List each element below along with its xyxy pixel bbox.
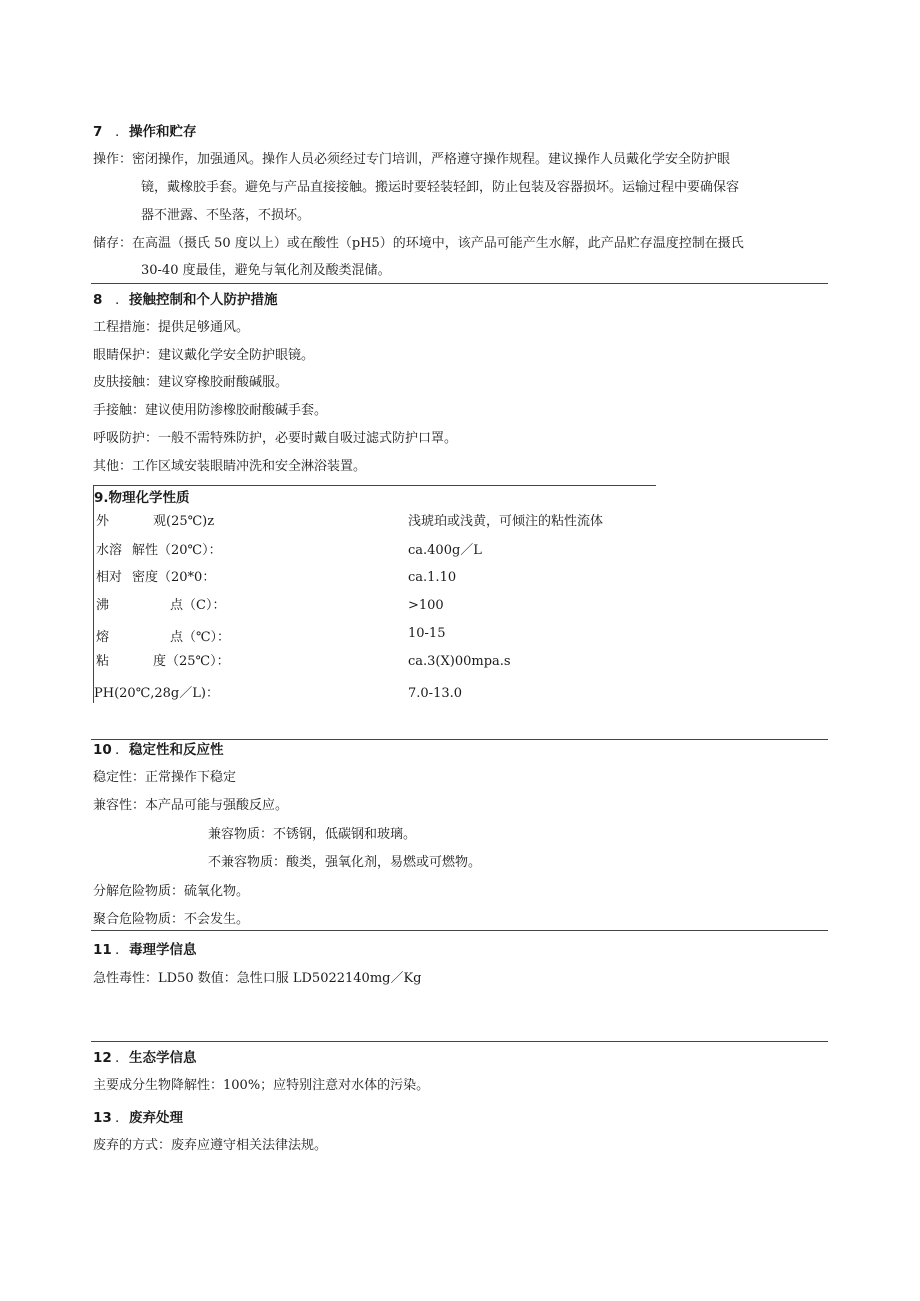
section-8-heading: 8 . 接触控制和个人防护措施 <box>93 292 278 308</box>
protection-item: 皮肤接触：建议穿橡胶耐酸碱服。 <box>93 375 289 390</box>
stability-text: 稳定性：正常操作下稳定 <box>93 770 237 785</box>
property-name-b: 度（25℃）： <box>153 654 230 669</box>
ecology-text: 主要成分生物降解性：100%；应特别注意对水体的污染。 <box>93 1078 430 1093</box>
property-name-a: 粘 <box>96 654 110 669</box>
section-10-heading: 10 . 稳定性和反应性 <box>93 742 224 758</box>
section-11-heading: 11 . 毒理学信息 <box>93 942 197 958</box>
section-7-heading: 7 . 操作和贮存 <box>93 124 197 140</box>
decomposition-hazard: 分解危险物质：硫氧化物。 <box>93 884 250 899</box>
property-name-a: 相对 <box>96 570 123 585</box>
compatibility-text: 兼容性：本产品可能与强酸反应。 <box>93 798 289 813</box>
section-divider <box>91 1041 828 1042</box>
section-9-title: 9.物理化学性质 <box>94 490 190 506</box>
property-name-b: 点（C）： <box>170 598 226 613</box>
property-value: ca.400g／L <box>408 543 482 558</box>
property-name-a: PH(20℃,28g／L)： <box>94 686 219 701</box>
section-divider <box>91 739 828 740</box>
property-value: 7.0-13.0 <box>408 686 463 701</box>
section-divider <box>91 283 828 284</box>
properties-table-top-rule <box>93 485 656 486</box>
property-value: >100 <box>408 598 444 613</box>
section-divider <box>91 930 828 931</box>
compatible-materials: 兼容物质：不锈钢，低碳钢和玻璃。 <box>208 827 417 842</box>
section-11-title: 毒理学信息 <box>129 942 197 958</box>
operation-line-1: 操作：密闭操作，加强通风。操作人员必须经过专门培训，严格遵守操作规程。建议操作人员戴化学安全防护眼 <box>93 152 731 167</box>
polymerization-hazard: 聚合危险物质：不会发生。 <box>93 912 250 927</box>
property-value: ca.3(X)00mpa.s <box>408 654 511 669</box>
storage-line-1: 储存：在高温（摄氏 50 度以上）或在酸性（pH5）的环境中，该产品可能产生水解，此产品贮存温度控制在摄氏 <box>93 236 744 251</box>
storage-line-2: 30-40 度最佳，避免与氧化剂及酸类混储。 <box>141 263 391 278</box>
protection-item: 呼吸防护：一般不需特殊防护，必要时戴自吸过滤式防护口罩。 <box>93 431 458 446</box>
protection-item: 手接触：建议使用防渗橡胶耐酸碱手套。 <box>93 403 328 418</box>
section-7-title: 操作和贮存 <box>129 124 197 140</box>
section-10-title: 稳定性和反应性 <box>129 742 224 758</box>
property-name-a: 沸 <box>96 598 110 613</box>
protection-item: 其他：工作区域安装眼睛冲洗和安全淋浴装置。 <box>93 459 367 474</box>
protection-item: 眼睛保护：建议戴化学安全防护眼镜。 <box>93 348 315 363</box>
property-value: ca.1.10 <box>408 570 457 585</box>
property-name-a: 熔 <box>96 630 110 645</box>
property-value: 浅琥珀或浅黄，可倾注的粘性流体 <box>408 514 604 529</box>
operation-line-2: 镜，戴橡胶手套。避免与产品直接接触。搬运时要轻装轻卸，防止包装及容器损坏。运输过程中要确保容 <box>141 180 740 195</box>
section-13-title: 废弃处理 <box>129 1110 183 1126</box>
property-name-b: 观(25℃)z <box>153 514 215 529</box>
disposal-text: 废弃的方式：废弃应遵守相关法律法规。 <box>93 1138 328 1153</box>
section-13-heading: 13 . 废弃处理 <box>93 1110 183 1126</box>
section-12-title: 生态学信息 <box>129 1050 197 1066</box>
property-name-b: 密度（20*0： <box>132 570 216 585</box>
property-name-b: 点（℃）： <box>170 630 231 645</box>
section-8-title: 接触控制和个人防护措施 <box>129 292 278 308</box>
operation-line-3: 器不泄露、不坠落，不损坏。 <box>141 208 311 223</box>
property-name-b: 解性（20℃）： <box>132 543 222 558</box>
property-name-a: 水溶 <box>96 543 123 558</box>
property-name-a: 外 <box>96 514 110 529</box>
incompatible-materials: 不兼容物质：酸类，强氧化剂，易燃或可燃物。 <box>208 855 482 870</box>
properties-table-left-rule <box>93 486 94 703</box>
property-value: 10-15 <box>408 626 446 641</box>
protection-item: 工程措施：提供足够通风。 <box>93 320 250 335</box>
section-12-heading: 12 . 生态学信息 <box>93 1050 197 1066</box>
toxicity-text: 急性毒性：LD50 数值：急性口服 LD5022140mg／Kg <box>93 971 422 986</box>
